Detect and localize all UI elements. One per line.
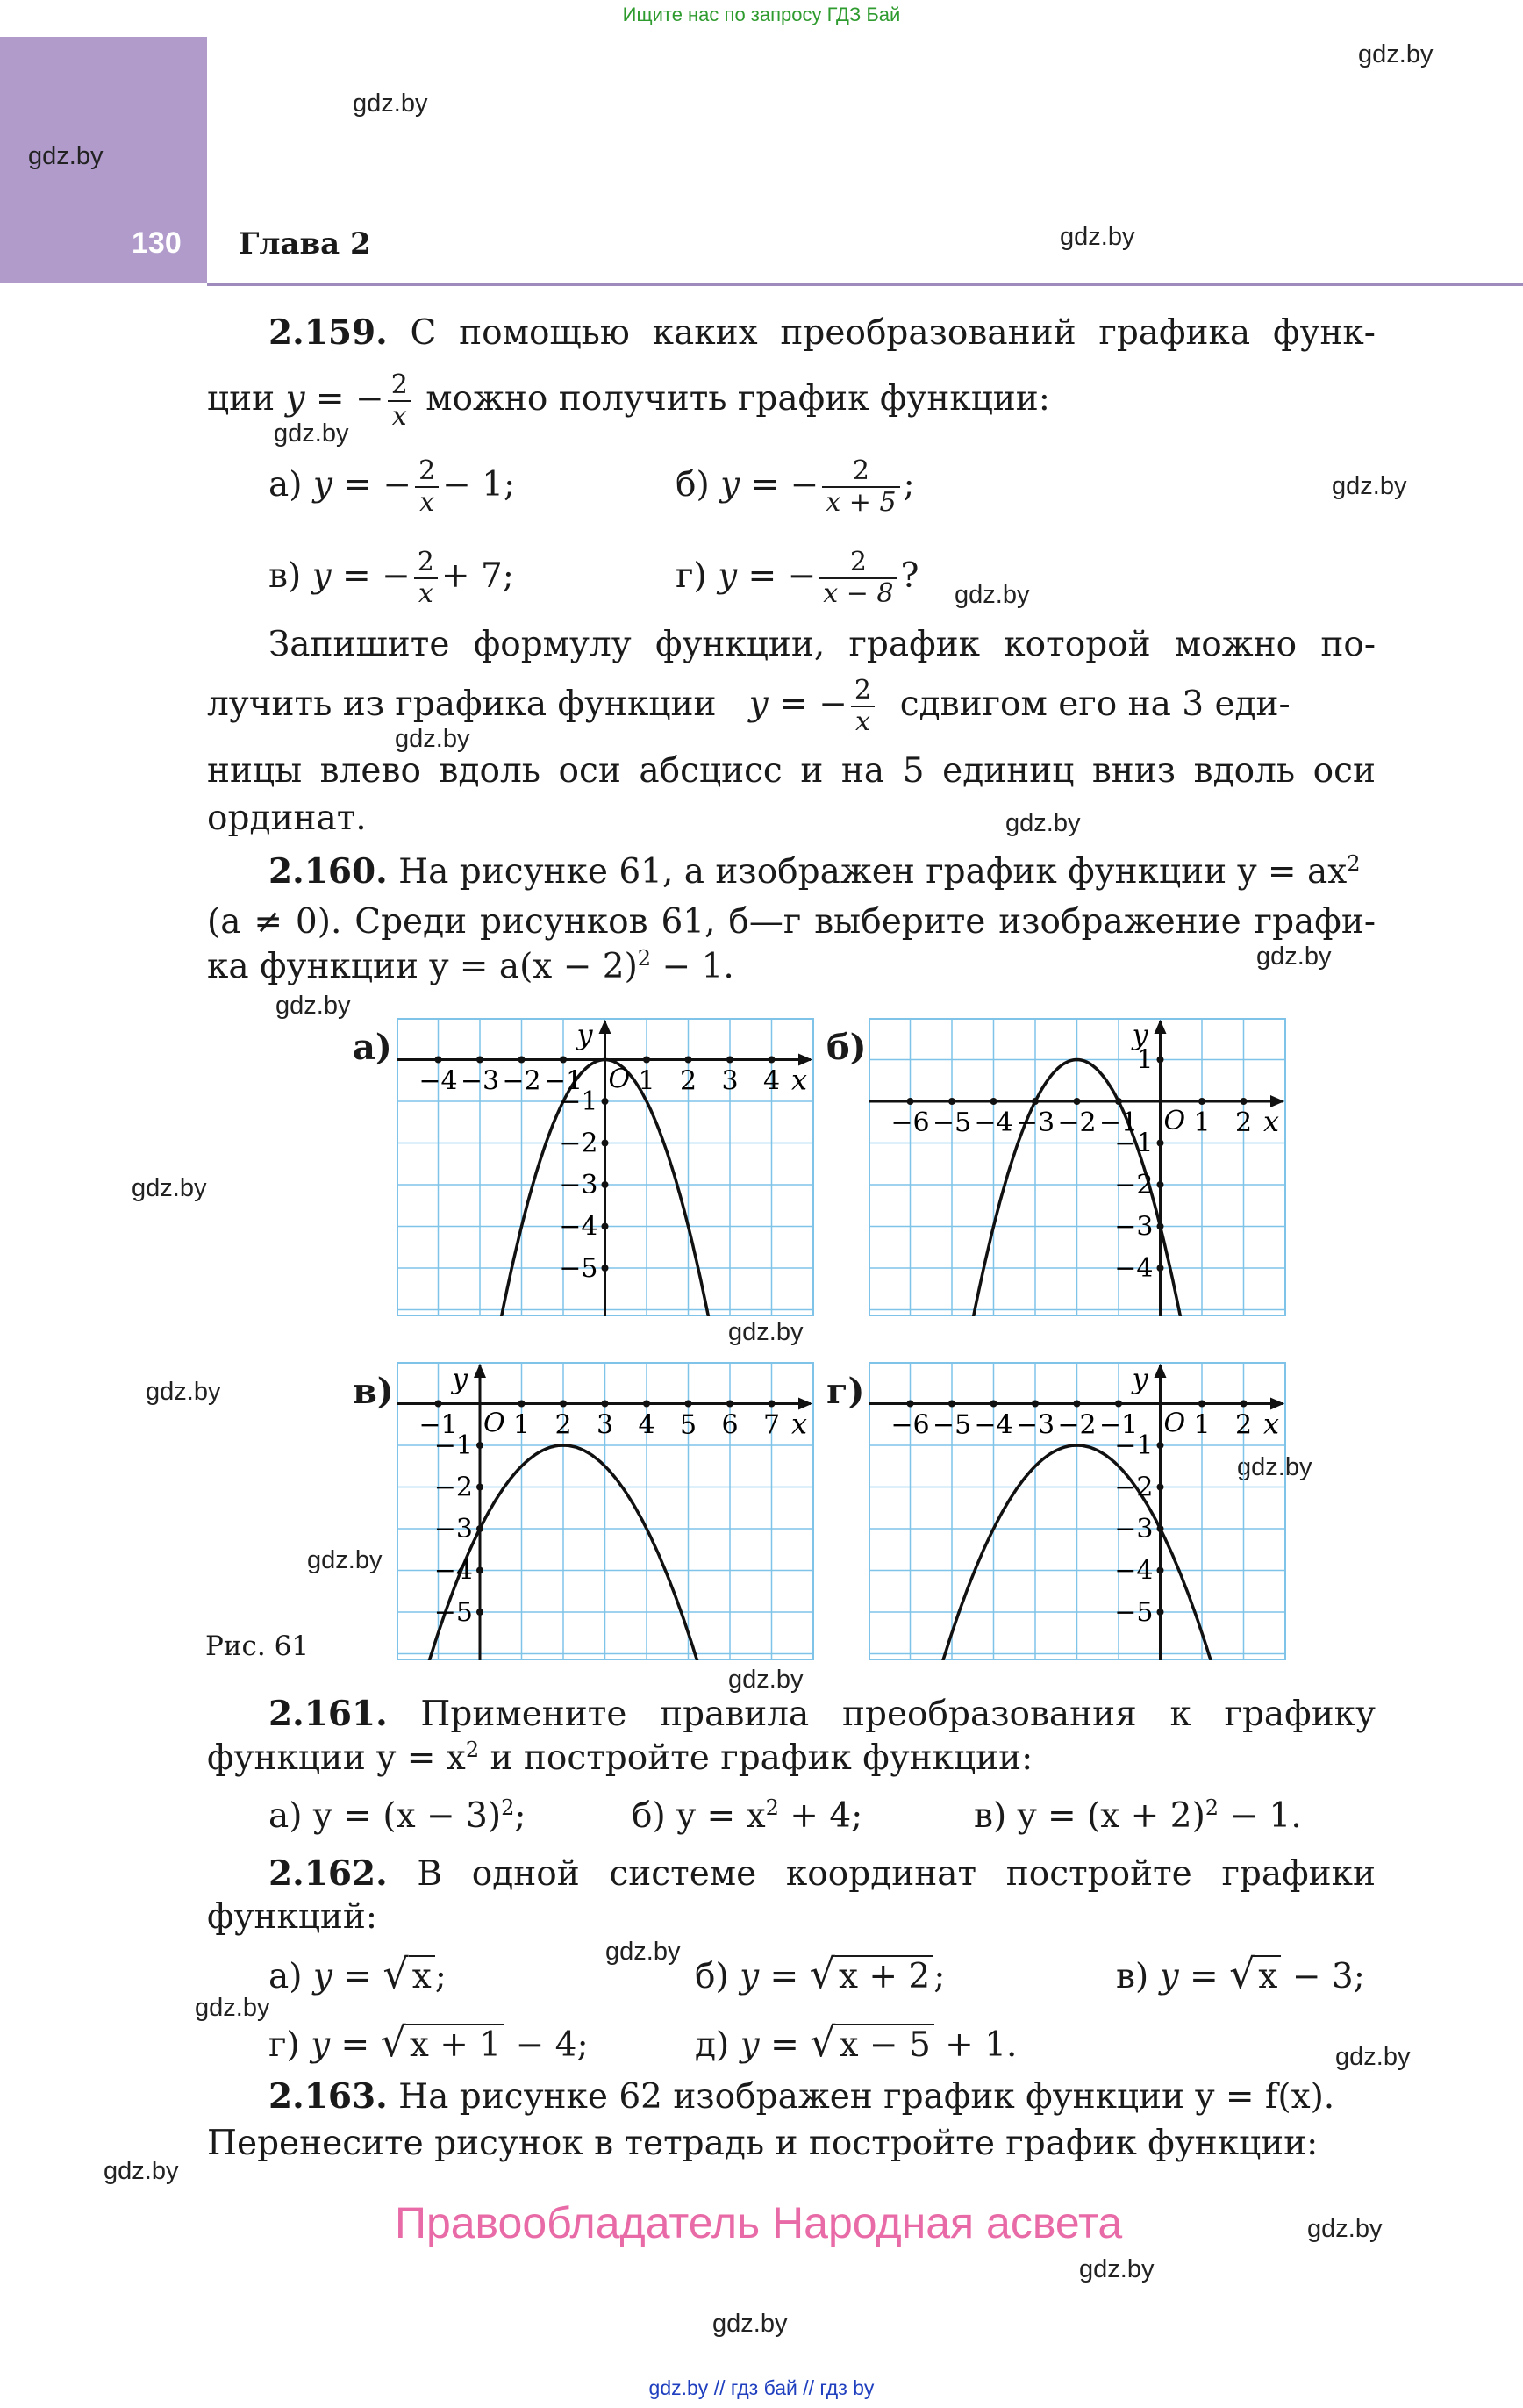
- problem-text: С помощью каких преобразований графика функ-: [410, 313, 1376, 353]
- y-tick-label: −1: [433, 1430, 473, 1461]
- problem-text: ординат.: [207, 799, 367, 838]
- x-tick-dot: [948, 1098, 955, 1105]
- x-tick-dot: [726, 1057, 733, 1064]
- y-tick-label: −1: [559, 1086, 598, 1117]
- x-tick-label: 7: [762, 1409, 781, 1441]
- x-tick-dot: [685, 1401, 692, 1408]
- watermark: gdz.by: [28, 142, 104, 170]
- x-tick-dot: [1115, 1098, 1122, 1105]
- y-axis-label: y: [452, 1362, 468, 1395]
- y-tick-dot: [476, 1525, 483, 1532]
- chapter-title: Глава 2: [239, 226, 371, 262]
- y-tick-dot: [1157, 1484, 1164, 1491]
- problem-text: ции: [207, 379, 275, 419]
- x-tick-dot: [435, 1401, 442, 1408]
- y-tick-dot: [476, 1484, 483, 1491]
- x-tick-label: −3: [460, 1065, 500, 1097]
- x-tick-label: 1: [512, 1409, 531, 1441]
- x-tick-label: −4: [974, 1409, 1013, 1441]
- panel-label-g: г): [826, 1371, 865, 1412]
- y-tick-dot: [476, 1609, 483, 1616]
- x-tick-label: 3: [596, 1409, 614, 1441]
- panel-label-b: б): [826, 1027, 867, 1068]
- y-tick-label: −4: [433, 1555, 473, 1587]
- y-axis-arrow: [1155, 1020, 1167, 1034]
- option-b: б) $y = x^2 + 4$;: [632, 1795, 863, 1836]
- y-tick-label: −3: [559, 1170, 598, 1200]
- origin-label: O: [483, 1408, 505, 1439]
- x-tick-dot: [435, 1057, 442, 1064]
- x-tick-label: −4: [418, 1065, 458, 1097]
- graph-a: [397, 1018, 814, 1316]
- problem-text: функций:: [207, 1897, 378, 1937]
- y-tick-dot: [1157, 1181, 1164, 1188]
- graph-b: [869, 1018, 1286, 1316]
- x-tick-label: −4: [974, 1107, 1013, 1138]
- watermark: gdz.by: [1237, 1453, 1312, 1481]
- top-banner: Ищите нас по запросу ГДЗ Бай: [622, 4, 901, 25]
- y-tick-dot: [476, 1567, 483, 1574]
- header-rule: [207, 283, 1523, 286]
- x-tick-label: −1: [1098, 1107, 1139, 1138]
- x-tick-label: −2: [502, 1065, 541, 1097]
- x-tick-dot: [990, 1401, 997, 1408]
- x-tick-label: 2: [554, 1409, 572, 1441]
- x-tick-label: −5: [932, 1107, 972, 1138]
- y-tick-dot: [602, 1265, 609, 1272]
- x-tick-label: −5: [932, 1409, 972, 1441]
- x-axis-label: x: [1263, 1407, 1280, 1441]
- watermark: gdz.by: [395, 725, 470, 753]
- x-tick-label: 1: [1193, 1107, 1211, 1138]
- x-tick-label: 1: [1193, 1409, 1211, 1441]
- problem-2-163-line-1: 2.163. На рисунке 62 изображен график функции y = f(x).: [268, 2076, 1335, 2117]
- x-tick-label: 4: [638, 1409, 655, 1441]
- x-tick-dot: [1241, 1401, 1248, 1408]
- x-tick-dot: [1074, 1401, 1081, 1408]
- panel-label-a: а): [353, 1027, 392, 1068]
- y-tick-label: −3: [433, 1514, 473, 1544]
- option-b: б) y = − $\frac{2}{x + 5}$ ;: [676, 455, 915, 518]
- x-tick-label: −3: [1015, 1409, 1055, 1441]
- watermark: gdz.by: [274, 419, 349, 448]
- y-axis-label: y: [576, 1018, 593, 1051]
- y-tick-dot: [1157, 1609, 1164, 1616]
- watermark: gdz.by: [955, 581, 1030, 609]
- x-tick-dot: [990, 1098, 997, 1105]
- footer: gdz.by // гдз бай // гдз by: [648, 2376, 875, 2399]
- y-tick-label: −5: [1114, 1597, 1154, 1628]
- watermark: gdz.by: [1335, 2043, 1411, 2071]
- y-axis-arrow: [474, 1364, 486, 1378]
- y-tick-label: −5: [559, 1253, 598, 1284]
- x-tick-label: −3: [1015, 1107, 1055, 1138]
- y-tick-dot: [476, 1442, 483, 1449]
- x-tick-label: −2: [1057, 1409, 1097, 1441]
- option-v: в) y = − $\frac{2}{x}$ + 7;: [268, 547, 514, 609]
- watermark: gdz.by: [146, 1378, 221, 1406]
- y-tick-dot: [602, 1223, 609, 1230]
- y-tick-dot: [1157, 1223, 1164, 1230]
- watermark: gdz.by: [1307, 2215, 1383, 2243]
- y-tick-label: −2: [433, 1472, 473, 1503]
- watermark: gdz.by: [1256, 942, 1332, 971]
- y-tick-label: −3: [1114, 1514, 1154, 1544]
- option-g: г) y = − $\frac{2}{x - 8}$ ?: [676, 547, 919, 609]
- problem-text: можно получить график функции:: [425, 379, 1050, 419]
- x-tick-dot: [726, 1401, 733, 1408]
- problem-text: функции $y = x^2$ и постройте график функции:: [207, 1738, 1033, 1778]
- x-axis-label: x: [1263, 1105, 1280, 1138]
- y-tick-label: −1: [1114, 1128, 1154, 1159]
- problem-text: Запишите формулу функции, график которой можно по-: [268, 625, 1376, 664]
- x-tick-dot: [907, 1098, 914, 1105]
- watermark: gdz.by: [605, 1938, 681, 1966]
- copyright: Правообладатель Народная асвета: [395, 2198, 1123, 2247]
- x-tick-label: 2: [1234, 1107, 1253, 1138]
- y-axis-label: y: [1132, 1362, 1148, 1395]
- watermark: gdz.by: [1358, 40, 1434, 68]
- x-tick-dot: [1241, 1098, 1248, 1105]
- y-tick-dot: [602, 1181, 609, 1188]
- y-tick-label: −2: [559, 1128, 598, 1159]
- option-v: в) y = √ x − 3;: [1116, 1950, 1365, 1997]
- x-tick-dot: [907, 1401, 914, 1408]
- x-tick-dot: [1198, 1401, 1205, 1408]
- figure-caption: Рис. 61: [205, 1630, 310, 1662]
- option-v: в) $y = (x + 2)^2 - 1$.: [974, 1795, 1302, 1836]
- x-tick-dot: [769, 1401, 776, 1408]
- y-tick-label: −4: [559, 1211, 598, 1243]
- x-tick-label: 1: [638, 1065, 655, 1097]
- problem-text: ка функции $y = a(x - 2)^2 - 1$.: [207, 946, 734, 986]
- origin-label: O: [1163, 1106, 1186, 1136]
- x-axis-label: x: [791, 1063, 808, 1097]
- problem-text: (a ≠ 0). Среди рисунков 61, б—г выберите изображение графи-: [207, 902, 1376, 942]
- x-tick-dot: [518, 1057, 526, 1064]
- y-tick-label: 1: [1136, 1044, 1154, 1076]
- option-g: г) y = √ x + 1 − 4;: [268, 2018, 589, 2066]
- watermark: gdz.by: [1079, 2255, 1155, 2283]
- y-axis-label: y: [1132, 1018, 1148, 1051]
- x-tick-dot: [1115, 1401, 1122, 1408]
- x-tick-dot: [769, 1057, 776, 1064]
- origin-label: O: [608, 1064, 631, 1095]
- x-tick-dot: [1032, 1098, 1039, 1105]
- x-tick-label: 5: [679, 1409, 697, 1441]
- x-tick-dot: [948, 1401, 955, 1408]
- y-tick-dot: [602, 1140, 609, 1147]
- y-tick-label: −4: [1114, 1253, 1154, 1284]
- option-a: а) $y = (x - 3)^2$;: [268, 1795, 526, 1836]
- y-tick-label: −5: [433, 1597, 473, 1628]
- y-tick-label: −4: [1114, 1555, 1154, 1587]
- graph-v: [397, 1362, 814, 1660]
- problem-2-160-line-1: 2.160. На рисунке 61, а изображен график функции $y = ax^2$: [268, 851, 1361, 892]
- x-tick-dot: [560, 1057, 567, 1064]
- page-number: 130: [132, 226, 182, 260]
- x-tick-label: −6: [890, 1107, 930, 1138]
- watermark: gdz.by: [1332, 472, 1407, 500]
- watermark: gdz.by: [104, 2157, 179, 2185]
- x-tick-dot: [1074, 1098, 1081, 1105]
- fraction: $\frac{2}{x}$: [388, 370, 411, 432]
- watermark: gdz.by: [712, 2310, 788, 2338]
- problem-number: 2.159.: [268, 312, 388, 353]
- x-tick-dot: [685, 1057, 692, 1064]
- y-axis-arrow: [599, 1020, 611, 1034]
- x-axis-label: x: [791, 1407, 808, 1441]
- x-tick-label: 3: [721, 1065, 739, 1097]
- watermark: gdz.by: [1005, 809, 1081, 837]
- x-tick-dot: [518, 1401, 526, 1408]
- problem-2-161-line-1: 2.161. Примените правила преобразования к графику: [268, 1694, 1376, 1734]
- watermark: gdz.by: [353, 90, 428, 118]
- panel-label-v: в): [353, 1371, 394, 1412]
- x-tick-label: −2: [1057, 1107, 1097, 1138]
- graph-g: [869, 1362, 1286, 1660]
- x-tick-label: 4: [762, 1065, 781, 1097]
- option-d: д) y = √ x − 5 + 1.: [695, 2018, 1018, 2066]
- x-tick-label: −6: [890, 1409, 930, 1441]
- problem-text: лучить из графика функции y = − $\frac{2}{x}$ сдвигом его на 3 еди-: [207, 675, 1291, 737]
- y-tick-dot: [1157, 1057, 1164, 1064]
- y-tick-dot: [1157, 1567, 1164, 1574]
- origin-label: O: [1163, 1408, 1186, 1439]
- x-tick-label: −1: [543, 1065, 583, 1097]
- option-b: б) y = √ x + 2 ;: [695, 1950, 946, 1997]
- watermark: gdz.by: [132, 1174, 207, 1202]
- option-a: а) y = √ x ;: [268, 1950, 447, 1997]
- y-tick-label: −1: [1114, 1430, 1154, 1461]
- problem-2-159-line-1: [268, 309, 1376, 357]
- y-tick-label: −2: [1114, 1170, 1154, 1200]
- y-tick-label: −3: [1114, 1211, 1154, 1243]
- y-tick-dot: [1157, 1442, 1164, 1449]
- x-tick-dot: [602, 1401, 609, 1408]
- watermark: gdz.by: [275, 992, 351, 1020]
- watermark: gdz.by: [728, 1666, 804, 1694]
- x-tick-label: −1: [1098, 1409, 1139, 1441]
- option-a: а) y = − $\frac{2}{x}$ − 1;: [268, 455, 516, 518]
- problem-text: Перенесите рисунок в тетрадь и постройте график функции:: [207, 2124, 1319, 2163]
- watermark: gdz.by: [728, 1318, 804, 1346]
- x-tick-dot: [476, 1057, 483, 1064]
- y-tick-dot: [1157, 1265, 1164, 1272]
- y-tick-label: −2: [1114, 1472, 1154, 1503]
- x-tick-dot: [1032, 1401, 1039, 1408]
- x-tick-dot: [643, 1057, 650, 1064]
- y-tick-dot: [1157, 1525, 1164, 1532]
- x-tick-label: −1: [418, 1409, 458, 1441]
- problem-text: ницы влево вдоль оси абсцисс и на 5 единиц вниз вдоль оси: [207, 751, 1376, 791]
- watermark: gdz.by: [307, 1546, 383, 1574]
- x-tick-dot: [560, 1401, 567, 1408]
- x-tick-label: 2: [1234, 1409, 1253, 1441]
- y-axis-arrow: [1155, 1364, 1167, 1378]
- x-tick-label: 2: [679, 1065, 697, 1097]
- watermark: gdz.by: [195, 1994, 270, 2022]
- y-tick-dot: [1157, 1140, 1164, 1147]
- x-tick-dot: [643, 1401, 650, 1408]
- problem-2-162-line-1: 2.162. В одной системе координат постройте графики: [268, 1853, 1376, 1894]
- problem-2-159-line-2: ции y = − $\frac{2}{x}$ можно получить график функции:: [207, 369, 1050, 432]
- watermark: gdz.by: [1060, 223, 1135, 251]
- x-tick-label: 6: [721, 1409, 739, 1441]
- x-tick-dot: [1198, 1098, 1205, 1105]
- y-tick-dot: [602, 1098, 609, 1105]
